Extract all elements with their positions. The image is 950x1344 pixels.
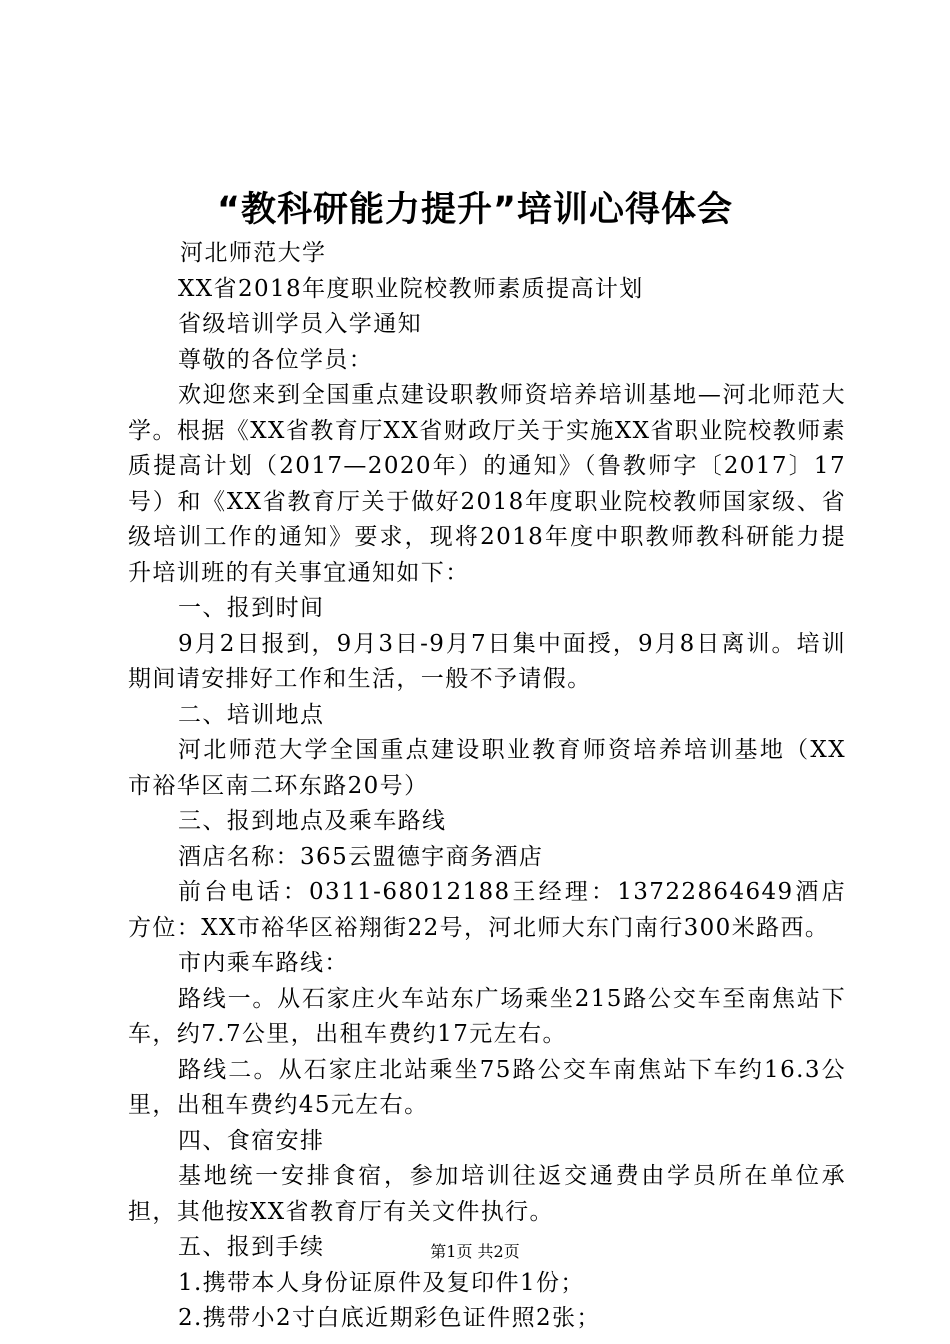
paragraph-hotel-contact: 前台电话：0311-68012188王经理：13722864649酒店方位：XX市裕华区裕翔街22号，河北师大东门南行300米路西。 xyxy=(128,879,846,941)
paragraph-route-one: 路线一。从石家庄火车站东广场乘坐215路公交车至南焦站下车，约7.7公里，出租车费约17元左右。 xyxy=(128,985,846,1047)
paragraph-training-location: 河北师范大学全国重点建设职业教育师资培养培训基地（XX市裕华区南二环东路20号） xyxy=(128,737,846,799)
paragraph-university: 河北师范大学 xyxy=(180,240,327,266)
paragraph-plan-name: XX省2018年度职业院校教师素质提高计划 xyxy=(178,275,644,302)
page-footer: 第1页 共2页 xyxy=(430,1242,520,1261)
paragraph-procedure-1: 1.携带本人身份证原件及复印件1份； xyxy=(178,1269,585,1296)
heading-registration-location: 三、报到地点及乘车路线 xyxy=(178,808,447,834)
paragraph-accommodation: 基地统一安排食宿，参加培训往返交通费由学员所在单位承担，其他按XX省教育厅有关文件执行。 xyxy=(128,1163,846,1225)
paragraph-notice-title: 省级培训学员入学通知 xyxy=(178,311,422,337)
paragraph-registration-time: 9月2日报到，9月3日-9月7日集中面授，9月8日离训。培训期间请安排好工作和生活，一般不予请假。 xyxy=(128,630,846,692)
heading-accommodation: 四、食宿安排 xyxy=(178,1127,325,1154)
document-title: “教科研能力提升”培训心得体会 xyxy=(216,190,733,230)
paragraph-route-two: 路线二。从石家庄北站乘坐75路公交车南焦站下车约16.3公里，出租车费约45元左右。 xyxy=(128,1056,846,1118)
paragraph-salutation: 尊敬的各位学员： xyxy=(178,346,374,373)
heading-registration-procedure: 五、报到手续 xyxy=(178,1234,325,1260)
paragraph-hotel-name: 酒店名称：365云盟德宇商务酒店 xyxy=(178,843,544,870)
paragraph-welcome: 欢迎您来到全国重点建设职教师资培养培训基地—河北师范大学。根据《XX省教育厅XX省财政厅关于实施XX省职业院校教师素质提高计划（2017—2020年）的通知》（鲁教师字〔2017〕17号）和《XX省教育厅关于做好2018年度职业院校教师国家级、省级培训工作的通知》要求，现将2018年度中职教师教科研能力提升培训班的有关事宜通知如下： xyxy=(128,382,846,586)
heading-training-location: 二、培训地点 xyxy=(178,701,325,728)
paragraph-city-route-heading: 市内乘车路线： xyxy=(178,950,349,976)
document-body xyxy=(128,236,846,1337)
heading-registration-time: 一、报到时间 xyxy=(178,595,325,621)
paragraph-procedure-2: 2.携带小2寸白底近期彩色证件照2张； xyxy=(178,1305,601,1331)
